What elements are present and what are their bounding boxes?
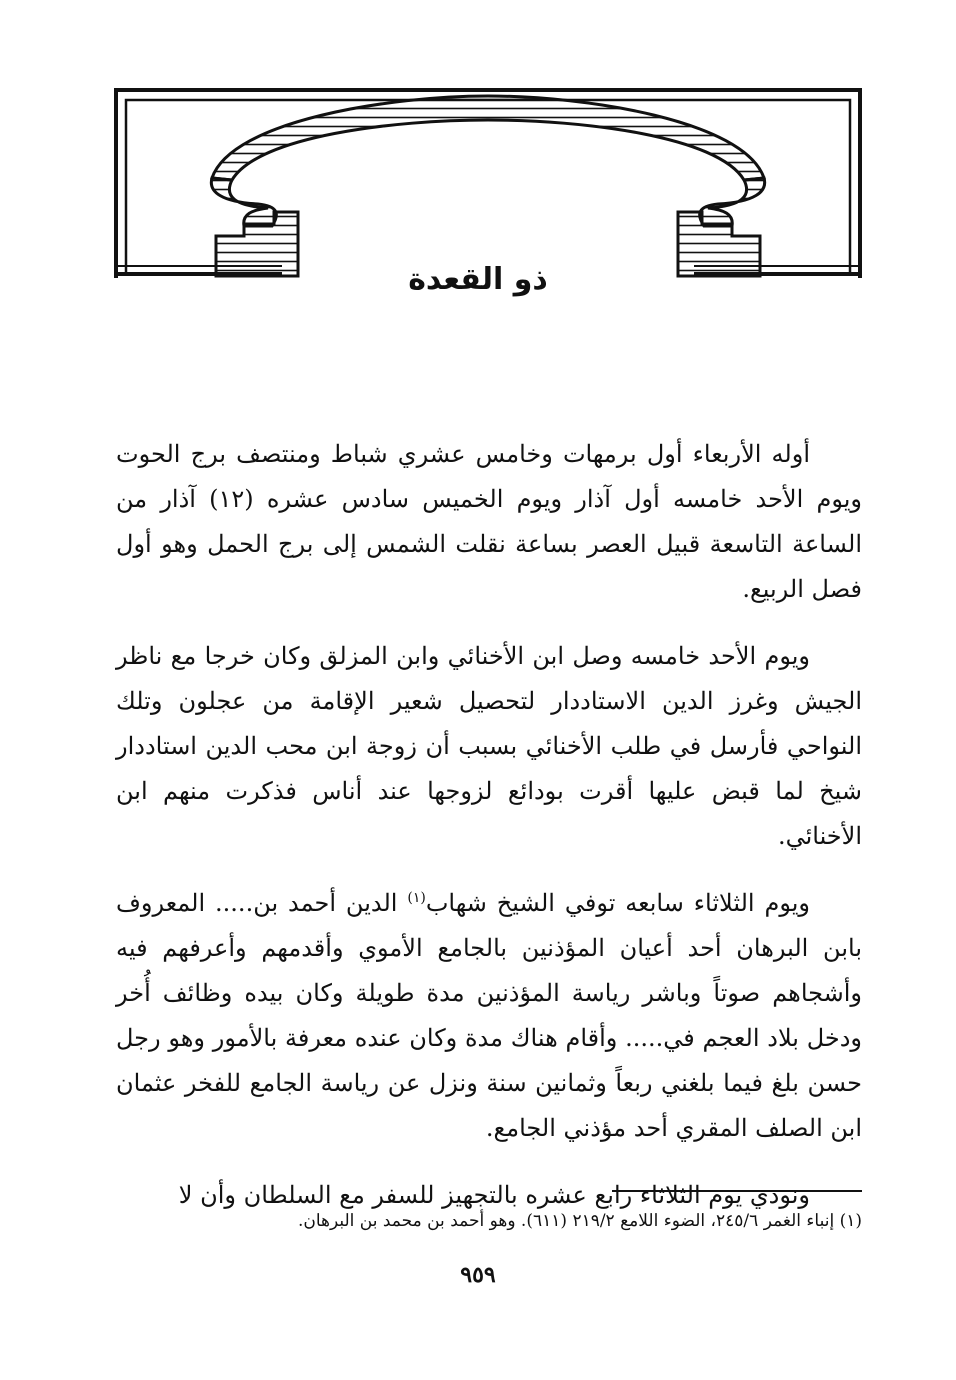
paragraph <box>116 881 862 1151</box>
chapter-title: ذو القعدة <box>408 262 548 297</box>
page-number: ٩٥٩ <box>460 1262 496 1288</box>
footnote-marker[interactable]: (١) <box>407 890 426 906</box>
paragraph: ونودي يوم الثلاثاء رابع عشره بالتجهيز للسفر مع السلطان وأن لا <box>178 1181 810 1209</box>
paragraph-text: ويوم الثلاثاء سابعه توفي الشيخ شهاب <box>425 889 810 917</box>
paragraph: أوله الأربعاء أول برمهات وخامس عشري شباط ومنتصف برج الحوت ويوم الأحد خامسه أول آذار ويوم الخميس سادس عشره (١٢) آذار من الساعة التاسعة قبيل العصر بساعة نقلت الشمس إلى برج الحمل وهو أول فصل الربيع. <box>116 440 862 603</box>
footnote-divider <box>612 1190 862 1192</box>
paragraph: ويوم الأحد خامسه وصل ابن الأخنائي وابن المزلق وكان خرجا مع ناظر الجيش وغرز الدين الاستاددار لتحصيل شعير الإقامة من عجلون وتلك النواحي فأرسل في طلب الأخنائي بسبب أن زوجة ابن محب الدين استاددار شيخ لما قبض عليها أقرت بودائع لزوجها عند أناس فذكرت منهم ابن الأخنائي. <box>116 642 862 850</box>
footnote: (١) إنباء الغمر ٢٤٥/٦، الضوء اللامع ٢١٩/٢ (٦١١). وهو أحمد بن محمد بن البرهان. <box>297 1211 862 1231</box>
header-ornament <box>112 86 864 282</box>
body-text <box>116 432 862 1240</box>
paragraph-text: الدين أحمد بن..... المعروف بابن البرهان أحد أعيان المؤذنين بالجامع الأموي وأقدمهم وأعرفهم فيه وأشجاهم صوتاً وباشر رياسة المؤذنين مدة طويلة وكان بيده وظائف أُخر ودخل بلاد العجم في..... وأقام هناك مدة وكان عنده معرفة بالأمور وهو رجل حسن بلغ فيما بلغني ربعاً وثمانين سنة ونزل عن رياسة الجامع للفخر عثمان ابن الصلف المقري أحد مؤذني الجامع. <box>116 889 862 1142</box>
